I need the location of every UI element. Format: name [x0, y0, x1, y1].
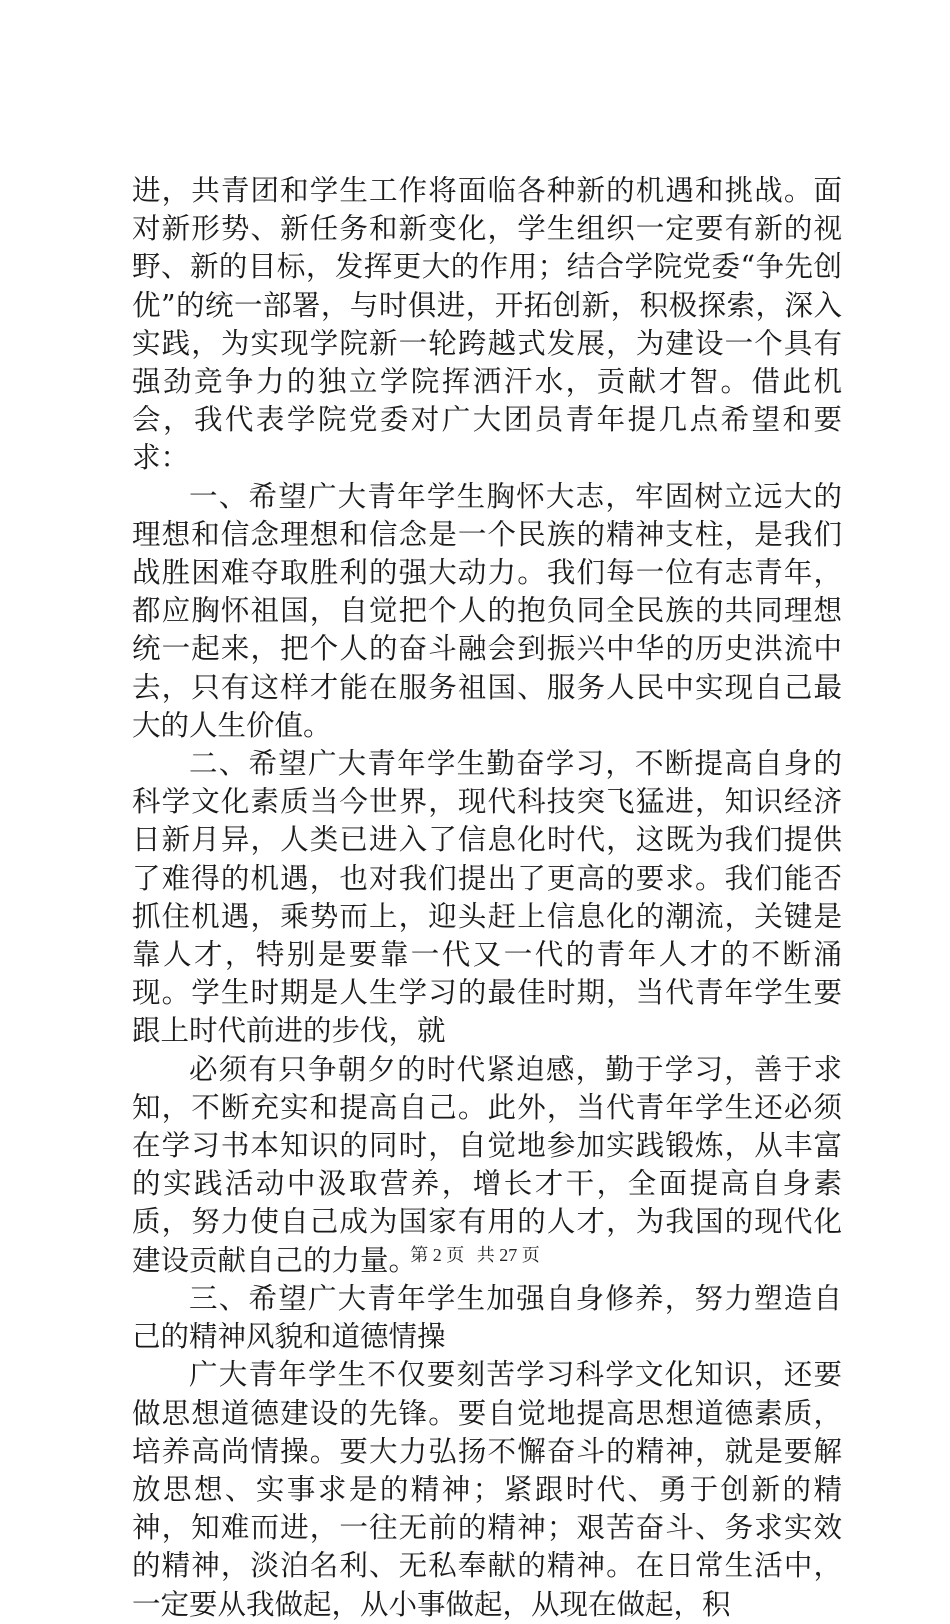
paragraph-point-three-heading: 三、希望广大青年学生加强自身修养，努力塑造自己的精神风貌和道德情操	[132, 1281, 842, 1354]
page-number: 第 2 页	[410, 1245, 465, 1265]
document-body	[132, 172, 842, 1624]
page-total: 共 27 页	[476, 1245, 540, 1265]
page-footer	[0, 1241, 950, 1267]
paragraph-point-one: 一、希望广大青年学生胸怀大志，牢固树立远大的理想和信念理想和信念是一个民族的精神支柱，是我们战胜困难夺取胜利的强大动力。我们每一位有志青年，都应胸怀祖国，自觉把个人的抱负同全民族的共同理想统一起来，把个人的奋斗融会到振兴中华的历史洪流中去，只有这样才能在服务祖国、服务人民中实现自己最大的人生价值。	[132, 479, 842, 742]
paragraph-intro: 进，共青团和学生工作将面临各种新的机遇和挑战。面对新形势、新任务和新变化，学生组织一定要有新的视野、新的目标，发挥更大的作用；结合学院党委“争先创优”的统一部署，与时俱进，开拓创新，积极探索，深入实践，为实现学院新一轮跨越式发展，为建设一个具有强劲竞争力的独立学院挥洒汗水，贡献才智。借此机会，我代表学院党委对广大团员青年提几点希望和要求：	[132, 174, 842, 475]
paragraph-point-two-continued: 必须有只争朝夕的时代紧迫感，勤于学习，善于求知，不断充实和提高自己。此外，当代青年学生还必须在学习书本知识的同时，自觉地参加实践锻炼，从丰富的实践活动中汲取营养，增长才干，全面提高自身素质，努力使自己成为国家有用的人才，为我国的现代化建设贡献自己的力量。	[132, 1052, 842, 1277]
paragraph-point-three-body: 广大青年学生不仅要刻苦学习科学文化知识，还要做思想道德建设的先锋。要自觉地提高思想道德素质，培养高尚情操。要大力弘扬不懈奋斗的精神，就是要解放思想、实事求是的精神；紧跟时代、勇于创新的精神，知难而进，一往无前的精神；艰苦奋斗、务求实效的精神，淡泊名利、无私奉献的精神。在日常生活中，一定要从我做起，从小事做起，从现在做起，积	[132, 1358, 842, 1621]
paragraph-point-two: 二、希望广大青年学生勤奋学习，不断提高自身的科学文化素质当今世界，现代科技突飞猛进，知识经济日新月异，人类已进入了信息化时代，这既为我们提供了难得的机遇，也对我们提出了更高的要求。我们能否抓住机遇，乘势而上，迎头赶上信息化的潮流，关键是靠人才，特别是要靠一代又一代的青年人才的不断涌现。学生时期是人生学习的最佳时期，当代青年学生要跟上时代前进的步伐，就	[132, 747, 842, 1048]
